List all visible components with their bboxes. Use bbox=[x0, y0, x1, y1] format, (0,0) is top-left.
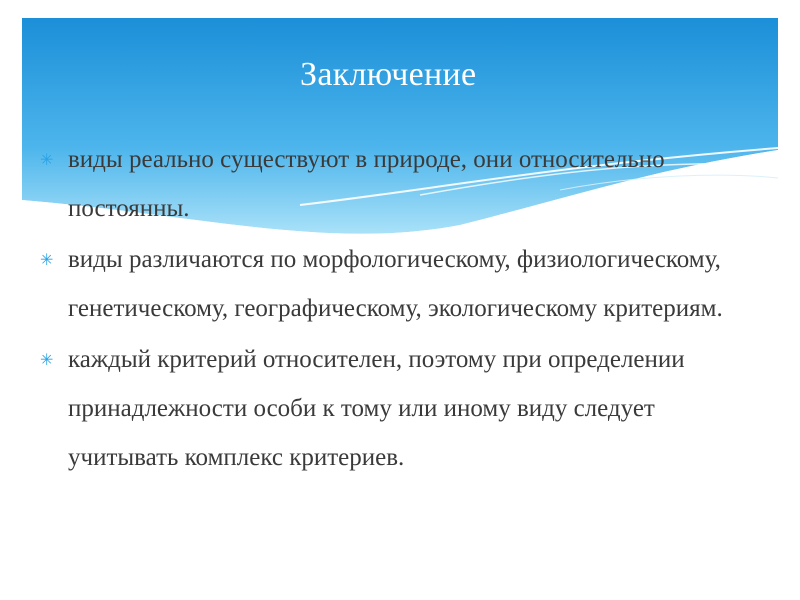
bullet-text: виды реально существуют в природе, они относительно постоянны. bbox=[68, 146, 665, 222]
bullet-text: виды различаются по морфологическому, физиологическому, генетическому, географическому, экологическому критериям. bbox=[68, 246, 723, 322]
bullet-list bbox=[40, 135, 770, 484]
bullet-item bbox=[40, 335, 770, 482]
asterisk-icon: ✳ bbox=[40, 150, 54, 169]
asterisk-icon: ✳ bbox=[40, 350, 54, 369]
slide-title: Заключение bbox=[300, 56, 477, 93]
bullet-item bbox=[40, 135, 770, 233]
bullet-text: каждый критерий относителен, поэтому при определении принадлежности особи к тому или иному виду следует учитывать комплекс критериев. bbox=[68, 346, 685, 471]
bullet-item bbox=[40, 235, 770, 333]
asterisk-icon: ✳ bbox=[40, 250, 54, 269]
